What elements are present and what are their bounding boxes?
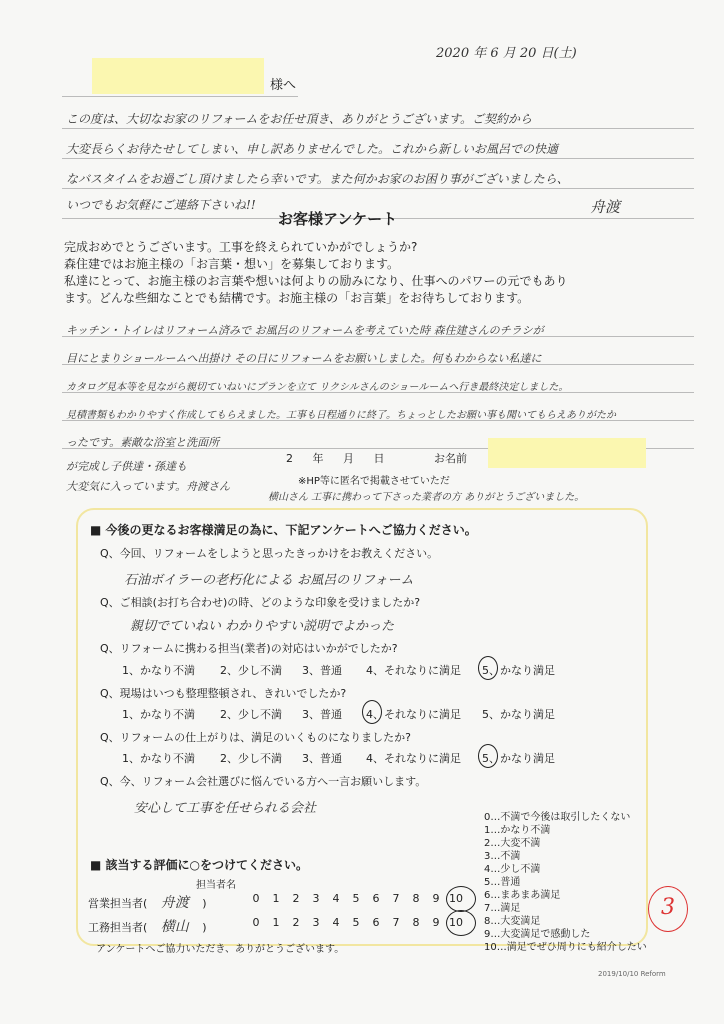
question-6: Q、今、リフォーム会社選びに悩んでいる方へ一言お願いします。	[100, 775, 427, 788]
date-field: 2 年 月 日	[286, 452, 385, 465]
row-label: 営業担当者(	[88, 897, 148, 910]
customer-line: が完成し子供達・孫達も	[66, 460, 187, 473]
option[interactable]: 4、それなりに満足	[366, 664, 461, 677]
customer-line: キッチン・トイレはリフォーム済みで お風呂のリフォームを考えていた時 森住建さんのチラシが	[66, 324, 544, 337]
option[interactable]: 3、普通	[302, 752, 342, 765]
rating-number[interactable]: 4	[332, 916, 340, 929]
answer-6: 安心して工事を任せられる会社	[134, 801, 317, 816]
letter-date: 2020 年 6 月 20 日(土)	[436, 46, 577, 61]
option[interactable]: 4、それなりに満足	[366, 752, 461, 765]
rating-number[interactable]: 6	[372, 892, 380, 905]
option[interactable]: 2、少し不満	[220, 752, 282, 765]
selected-rating-circle	[446, 886, 476, 912]
customer-extra: 横山さん 工事に携わって下さった業者の方 ありがとうございました。	[268, 492, 585, 503]
rating-number[interactable]: 3	[312, 892, 320, 905]
scale-item: 10…満足でぜひ周りにも紹介したい	[484, 942, 647, 953]
footer-version: 2019/10/10 Reform	[598, 970, 666, 978]
intro-line: 森住建ではお施主様の「お言葉・想い」を募集しております。	[64, 257, 400, 271]
answer-1: 石油ボイラーの老朽化による お風呂のリフォーム	[124, 573, 414, 588]
rating-number[interactable]: 2	[292, 916, 300, 929]
selected-answer-circle	[478, 744, 498, 768]
question-1: Q、今回、リフォームをしようと思ったきっかけをお教えください。	[100, 547, 439, 560]
option[interactable]: 3、普通	[302, 708, 342, 721]
intro-line: 私達にとって、お施主様のお言葉や想いは何よりの励みになり、仕事へのパワーの元でもあり	[64, 274, 568, 288]
rating-scale	[478, 808, 647, 953]
name-label: お名前	[434, 452, 467, 465]
scale-item: 1…かなり不満	[484, 825, 551, 836]
rating-number[interactable]: 5	[352, 892, 360, 905]
rating-number[interactable]: 10	[449, 892, 463, 905]
customer-line: ったです。素敵な浴室と洗面所	[66, 436, 220, 449]
option[interactable]: 1、かなり不満	[122, 708, 195, 721]
evaluation-stamp: 3	[648, 886, 688, 932]
question-3: Q、リフォームに携わる担当(業者)の対応はいかがでしたか?	[100, 642, 398, 655]
scale-item: 7…満足	[484, 903, 521, 914]
option[interactable]: 1、かなり不満	[122, 664, 195, 677]
customer-line: 見積書類もわかりやすく作成してもらえました。工事も日程通りに終了。ちょっとしたお願い事も聞いてもらえありがたか	[66, 410, 616, 421]
selected-answer-circle	[362, 700, 382, 724]
customer-line: カタログ見本等を見ながら親切ていねいにプランを立て リクシルさんのショールームへ行き最終決定しました。	[66, 382, 569, 393]
rating-number[interactable]: 5	[352, 916, 360, 929]
option[interactable]: 2、少し不満	[220, 664, 282, 677]
option-selected[interactable]: 5、かなり満足	[482, 752, 555, 765]
option[interactable]: 5、かなり満足	[482, 708, 555, 721]
rating-number[interactable]: 9	[432, 916, 440, 929]
intro-line: ます。どんな些細なことでも結構です。お施主様の「お言葉」をお待ちしております。	[64, 291, 530, 305]
row-close: )	[202, 921, 207, 934]
option-selected[interactable]: 5、かなり満足	[482, 664, 555, 677]
construction-rating-numbers	[246, 916, 466, 929]
option[interactable]: 2、少し不満	[220, 708, 282, 721]
scale-item: 0…不満で今後は取引したくない	[484, 812, 631, 823]
scale-item: 4…少し不満	[484, 864, 541, 875]
answer-2: 親切でていねい わかりやすい説明でよかった	[130, 619, 395, 634]
letter-signature: 舟渡	[590, 198, 621, 216]
rating-title: ■ 該当する評価に○をつけてください。	[90, 858, 308, 872]
row-label: 工務担当者(	[88, 921, 148, 934]
customer-name-redacted	[488, 438, 646, 468]
survey-title: お客様アンケート	[278, 210, 398, 228]
rating-number[interactable]: 7	[392, 916, 400, 929]
sales-rating-numbers	[246, 892, 466, 905]
rating-number[interactable]: 8	[412, 916, 420, 929]
letter-line: この度は、大切なお家のリフォームをお任せ頂き、ありがとうございます。ご契約から	[66, 112, 532, 126]
rating-number[interactable]: 1	[272, 916, 280, 929]
hp-note: ※HP等に匿名で掲載させていただ	[298, 476, 450, 487]
question-4: Q、現場はいつも整理整頓され、きれいでしたか?	[100, 687, 347, 700]
rating-number[interactable]: 0	[252, 892, 260, 905]
construction-staff-row	[88, 916, 207, 936]
rating-number[interactable]: 6	[372, 916, 380, 929]
rating-number[interactable]: 2	[292, 892, 300, 905]
scale-item: 2…大変不満	[484, 838, 541, 849]
scale-item: 8…大変満足	[484, 916, 541, 927]
selected-answer-circle	[478, 656, 498, 680]
q4-options	[122, 706, 555, 722]
letter-line: なバスタイムをお過ごし頂けましたら幸いです。また何かお家のお困り事がございましたら、	[66, 172, 569, 186]
row-close: )	[202, 897, 207, 910]
question-2: Q、ご相談(お打ち合わせ)の時、どのような印象を受けましたか?	[100, 596, 421, 609]
scale-item: 5…普通	[484, 877, 521, 888]
staff-name: 横山	[160, 919, 189, 935]
recipient-name-redacted	[92, 58, 264, 94]
customer-line: 目にとまりショールームへ出掛け その日にリフォームをお願いしました。何もわからない私達に	[66, 352, 542, 365]
selected-rating-circle	[446, 910, 476, 936]
thanks-text: アンケートへご協力いただき、ありがとうございます。	[96, 944, 345, 955]
staff-header: 担当者名	[196, 880, 236, 891]
questionnaire-title: ■ 今後の更なるお客様満足の為に、下記アンケートへご協力ください。	[90, 523, 477, 537]
option-selected[interactable]: 4、それなりに満足	[366, 708, 461, 721]
rating-number[interactable]: 1	[272, 892, 280, 905]
scale-item: 6…まあまあ満足	[484, 890, 561, 901]
rating-number[interactable]: 4	[332, 892, 340, 905]
rating-number[interactable]: 10	[449, 916, 463, 929]
recipient-suffix: 様へ	[270, 78, 297, 93]
rating-number[interactable]: 3	[312, 916, 320, 929]
letter-line: 大変長らくお待たせしてしまい、申し訳ありませんでした。これから新しいお風呂での快適	[66, 142, 559, 156]
option[interactable]: 3、普通	[302, 664, 342, 677]
rating-number[interactable]: 8	[412, 892, 420, 905]
option[interactable]: 1、かなり不満	[122, 752, 195, 765]
sales-staff-row	[88, 892, 207, 912]
letter-line: いつでもお気軽にご連絡下さいね!!	[66, 198, 256, 212]
intro-line: 完成おめでとうございます。工事を終えられていかがでしょうか?	[64, 240, 418, 254]
question-5: Q、リフォームの仕上がりは、満足のいくものになりましたか?	[100, 731, 411, 744]
rating-number[interactable]: 7	[392, 892, 400, 905]
scale-item: 3…不満	[484, 851, 521, 862]
scale-item: 9…大変満足で感動した	[484, 929, 591, 940]
rating-number[interactable]: 9	[432, 892, 440, 905]
rating-number[interactable]: 0	[252, 916, 260, 929]
staff-name: 舟渡	[160, 895, 189, 911]
customer-line: 大変気に入っています。舟渡さん	[66, 480, 231, 493]
